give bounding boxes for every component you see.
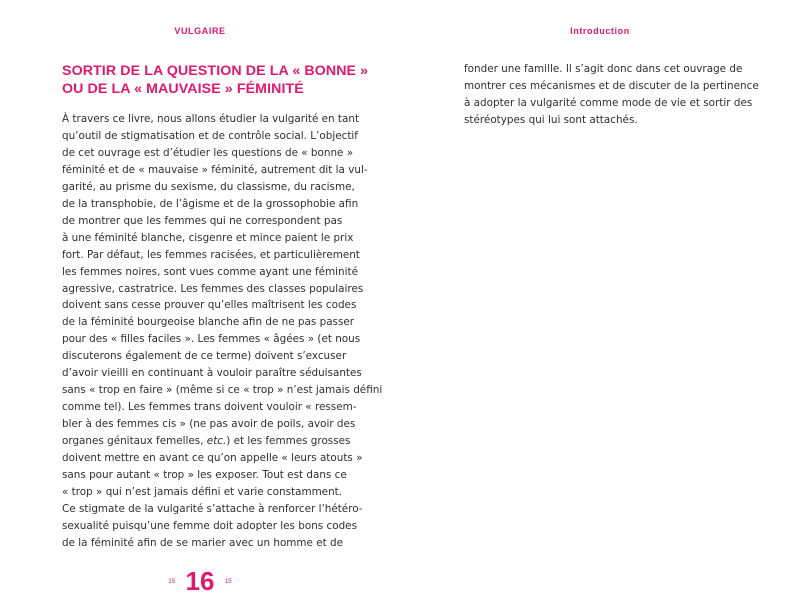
right-body-text: [464, 61, 759, 129]
text-line: de la transphobie, de l’âgisme et de la grossophobie afin: [62, 197, 359, 210]
text-line: sans pour autant « trop » les exposer. Tout est dans ce: [62, 469, 347, 482]
left-body-text: [62, 111, 383, 552]
folio-ornament-right: 15: [224, 578, 232, 585]
folio-ornament-left: 15: [168, 578, 176, 585]
text-line: féminité et de « mauvaise » féminité, autrement dit la vul-: [62, 163, 368, 176]
text-line: sans « trop en faire » (même si ce « trop » n’est jamais défini: [62, 384, 383, 397]
text-line: les femmes noires, sont vues comme ayant une féminité: [62, 265, 358, 278]
running-head-book-title: VULGAIRE: [174, 26, 226, 36]
text-line: pour des « filles faciles ». Les femmes « âgées » (et nous: [62, 333, 361, 346]
text-line: fonder une famille. Il s’agit donc dans cet ouvrage de: [464, 63, 743, 75]
running-head-chapter: Introduction: [570, 26, 630, 36]
section-title: [62, 62, 369, 98]
text-line: discuterons également de ce terme) doivent s’excuser: [62, 350, 347, 363]
text-line: d’avoir vieilli en continuant à vouloir paraître séduisantes: [62, 367, 362, 380]
text-line: Ce stigmate de la vulgarité s’attache à renforcer l’hétéro-: [62, 502, 363, 515]
text-line: garité, au prisme du sexisme, du classisme, du racisme,: [62, 180, 355, 193]
text-line: comme tel). Les femmes trans doivent vouloir « ressem-: [62, 401, 357, 414]
page-number: 16: [185, 566, 215, 596]
text-line: à adopter la vulgarité comme mode de vie et sortir des: [464, 96, 753, 109]
text-line: de cet ouvrage est d’étudier les questions de « bonne »: [62, 146, 354, 159]
text-line: fort. Par défaut, les femmes racisées, et particulièrement: [62, 248, 360, 261]
text-line: « trop » qui n’est jamais défini et varie constamment.: [62, 485, 343, 498]
text-line: de montrer que les femmes qui ne correspondent pas: [62, 214, 343, 227]
section-title-line-2: OU DE LA « MAUVAISE » FÉMINITÉ: [62, 81, 304, 97]
text-line: sexualité puisqu’une femme doit adopter les bons codes: [62, 519, 357, 532]
text-line: stéréotypes qui lui sont attachés.: [464, 113, 638, 126]
text-line: de la féminité bourgeoise blanche afin de ne pas passer: [62, 316, 355, 329]
text-line: doivent sans cesse prouver qu’elles maîtrisent les codes: [62, 299, 357, 312]
text-line: À travers ce livre, nous allons étudier la vulgarité en tant: [62, 113, 360, 125]
page-folio: [0, 566, 400, 597]
text-line: à une féminité blanche, cisgenre et mince paient le prix: [62, 231, 354, 244]
text-line: montrer ces mécanismes et de discuter de la pertinence: [464, 79, 759, 92]
text-line: de la féminité afin de se marier avec un homme et de: [62, 536, 344, 549]
right-page: [400, 0, 800, 613]
text-line: qu’outil de stigmatisation et de contrôle social. L’objectif: [62, 129, 358, 142]
text-line: bler à des femmes cis » (ne pas avoir de poils, avoir des: [62, 418, 356, 431]
text-line: organes génitaux femelles, etc.) et les femmes grosses: [62, 435, 351, 448]
text-line: agressive, castratrice. Les femmes des classes populaires: [62, 282, 364, 295]
text-line: doivent mettre en avant ce qu’on appelle « leurs atouts »: [62, 452, 363, 465]
section-title-line-1: SORTIR DE LA QUESTION DE LA « BONNE »: [62, 63, 369, 79]
